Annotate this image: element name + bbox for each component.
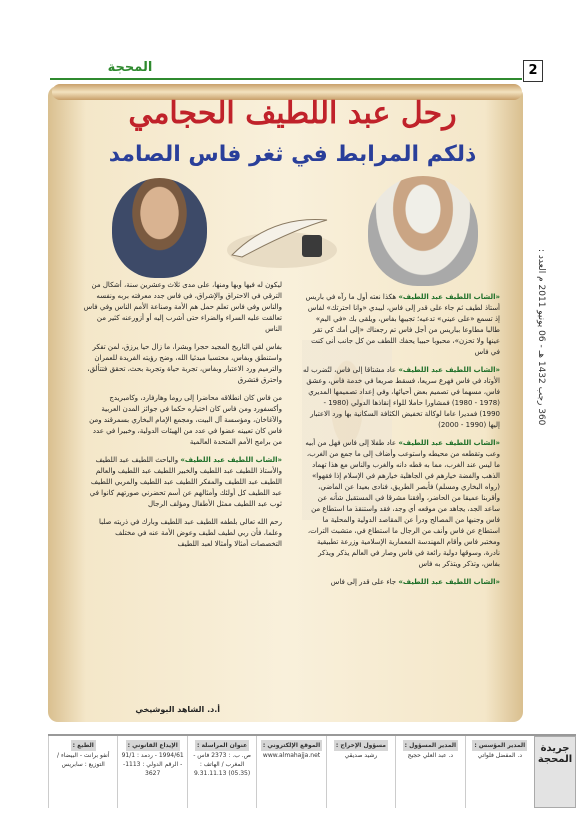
footer-label: الموقع الإلكتروني : bbox=[262, 742, 321, 749]
paragraph bbox=[82, 342, 282, 386]
article-column-right bbox=[302, 292, 500, 595]
paragraph-heading: «الشاب اللطيف عبد اللطيف» bbox=[398, 293, 500, 301]
inkwell-icon bbox=[302, 235, 322, 257]
footer-value: 1994/61 - ردمد : 91/1 - الرقم الدولي : 1113-3627 bbox=[121, 752, 184, 777]
article-title: رحل عبد اللطيف الحجامي bbox=[128, 96, 457, 131]
footer-label: مسؤول الإخراج : bbox=[335, 742, 386, 749]
footer-value: رشيد صديقي bbox=[344, 752, 378, 759]
paragraph-text: بفاس لقي التاريخ المجيد حجرا وبشرا، ما زال حيا يرزق، لمن تفكر واستنطق وبفاس، محتسبا مبدئيا الله، وضح رؤيته الفريدة للعمران والترميم ورد الاعتبار وبفاس، تجربة حياة وتجربة بحث، تحقق فتتألق، واحترق فتشرق bbox=[87, 343, 282, 384]
paragraph bbox=[82, 455, 282, 510]
footer bbox=[48, 734, 576, 808]
article-column-left bbox=[82, 280, 282, 557]
inkwell-quill-illustration bbox=[222, 195, 342, 275]
footer-label: الإيداع القانوني : bbox=[127, 742, 178, 749]
paragraph-heading: «الشاب اللطيف عبد اللطيف» bbox=[398, 439, 500, 447]
footer-cell-layout bbox=[326, 736, 395, 808]
footer-cell-founder bbox=[465, 736, 534, 808]
footer-label: المدير المسؤول : bbox=[404, 742, 457, 749]
footer-cell-print bbox=[48, 736, 117, 808]
footer-cell-director bbox=[395, 736, 464, 808]
paragraph-text: جاء على قدر إلى فاس bbox=[330, 578, 397, 586]
footer-cell-address bbox=[187, 736, 256, 808]
paragraph bbox=[302, 438, 500, 570]
paragraph-text: عاد طفلا إلى فاس فهل من أبيه وعب وتقطعه من محيطه واستوعب وأضاف إلى ما جمع من الغرب، ما ليس عند الغرب، مما به قطه دانه والغرب والناس مع هذا تهماد الذهب والفضة خيارهم في الجاهلية خيارهم في الإسلام إذا فقهوا» (رواه البخاري ومسلم) فأبصر الطريق، فنادى بعيدا عن الماضي، وأقربنا عميقا من الحاضر، وأفقنا مشرقا في المستقبل شأنه عن ساعد الجد، يجاهد من موقعه أي وجد، فقد واستنقذ ما استطاع من فاس وجنبها من المصالح ودرأ عن المقاصد الدولية والمحلية ما استطاع عن فاس وأنف من الرجال ما استطاع في، متشبث الترات، ومختبر فاس وأقام المهندسة المعمارية الإسلامية وزرعة تطبيقية نادرة، وسوقها دولية رائعة في فاس وصار في العالم يذكر ويذكر بفاس، وتذكر ويتذكر به فاس bbox=[305, 439, 500, 568]
article-subtitle: ذلكم المرابط في ثغر فاس الصامد bbox=[108, 142, 477, 167]
footer-value: د. عبد العلي حجيج bbox=[407, 752, 454, 759]
paragraph-text: والباحث اللطيف عبد اللطيف والأستاذ اللطيف عبد اللطيف والخبير اللطيف عبد اللطيف والعالم اللطيف عبد اللطيف والمفكر اللطيف عبد اللطيف والمربي اللطيف عبد اللطيف كل أولئك وأمثالهم عن أسم تحضرني صورتهم كانوا في ثوب عبد اللطيف ممثل الأطفال ومؤلف الرجال bbox=[89, 456, 282, 508]
author-signature: أ.د. الشاهد البوشيخي bbox=[135, 705, 220, 714]
page-number: 2 bbox=[523, 60, 543, 82]
issue-line: 360 رجب 1432 هـ - 06 يونيو 2011 م العدد : bbox=[536, 248, 546, 425]
footer-brand-line: المحجة bbox=[537, 754, 573, 765]
paragraph-text: من فاس كان انطلاقه محاضرا إلى روما وهارفارد، وكامبريدج وأكسفورد ومن فاس كان اختياره حكما في جوائز المدن العربية والآغاخان، ومؤسسة آل البيت، ومجمع الإمام البخاري بسمرقند ومن فاس كان تعيينه عضوا في عدد من الهيئات الدولية، وخبيرا في عدد من برامج الأمم المتحدة العالمية bbox=[89, 394, 282, 446]
footer-label: المدير المؤسس : bbox=[474, 742, 526, 749]
footer-link[interactable]: www.almahajja.net bbox=[262, 752, 321, 759]
portrait-photo-right bbox=[368, 176, 478, 286]
paragraph bbox=[302, 577, 500, 588]
footer-label: عنوان المراسلة : bbox=[197, 742, 248, 749]
paragraph bbox=[302, 292, 500, 358]
paragraph-heading: «الشاب اللطيف عبد اللطيف» bbox=[398, 366, 500, 374]
footer-label: الطبع : bbox=[72, 742, 94, 749]
footer-value: أنفو برانت - البيضاء / التوزيع : سابريس bbox=[57, 752, 110, 768]
paragraph-heading: «الشاب اللطيف عبد اللطيف» bbox=[398, 578, 500, 586]
footer-cell-website[interactable] bbox=[256, 736, 325, 808]
footer-value: ص. ب. : 2373 فاس - المغرب / الهاتف : (05.35) 9.31.11.13 bbox=[193, 752, 251, 777]
paragraph-text: رحم الله تعالى بلطفه اللطيف عبد اللطيف وبارك في ذريته صلبا وعلما، فأن ربي لطيف لطيف وعوض الأمة عنه في مختلف التخصصات أمثالا وأمثالا لعبد اللطيف bbox=[98, 518, 282, 548]
footer-cell-legal bbox=[117, 736, 186, 808]
paragraph bbox=[82, 280, 282, 335]
portrait-photo-left bbox=[112, 178, 207, 278]
paragraph-text: عاد مشتاقا إلى فاس، لتُضرب له الأوتاد في فاس فهرع سريعا، فسقط صريعا في خدمة فاس، وعشق فاس، مسهما في تصميم بعض أحيائها، وفي إعداد تصميمها المديري (1978 - 1980) فمشاورا حاملا للواء إنقاذها الدولي (1980 - 1990) فمديرا عاما لوكالة تخفيض الكثافة السكانية بها ورد الاعتبار إليها (1990 - 2000) bbox=[302, 366, 500, 429]
paragraph bbox=[82, 517, 282, 550]
paragraph-text: هكذا نعته أول ما رآه في باريس أستاذ لطيف ثم جاء على قدر إلى فاس، ليبدي «وانا احترتك» لفاس إذ تسمع «على عيني» تدعيه؛ تجيبها بفاس، ويلقى بك «في اليم» طالبا مطاوعا بباريس من أجل فاس تم رجعناك «إلى أمك كي تقر عينها ولا تحزن»، محبوبا حبيبا يحفك اللطف من كل جانب أنى كنت في فاس bbox=[305, 293, 500, 356]
paragraph bbox=[82, 393, 282, 448]
brand-logo: المحجة bbox=[107, 60, 153, 75]
footer-value: د. المفضل فلواتي bbox=[477, 752, 522, 759]
top-rule bbox=[50, 78, 522, 80]
paragraph bbox=[302, 365, 500, 431]
paragraph-heading: «الشاب اللطيف عبد اللطيف» bbox=[180, 456, 282, 464]
footer-brand-line: جريدة bbox=[540, 743, 570, 754]
footer-brand bbox=[534, 736, 576, 808]
paragraph-text: ليكون له فيها وبها ومنها، على مدى ثلاث وعشرين سنة، أشكال من الترقي في الاحتراق والإشراق، في فاس جدد معرفته بربه ونفسه والناس وفي فاس تعلم حمل هم الأمة وصناعة الأمم الناس وفي فاس تعالقت عليه السراء والضراء حتى أشرب إليه أو أزورعنه كثير من الناس bbox=[83, 281, 282, 333]
